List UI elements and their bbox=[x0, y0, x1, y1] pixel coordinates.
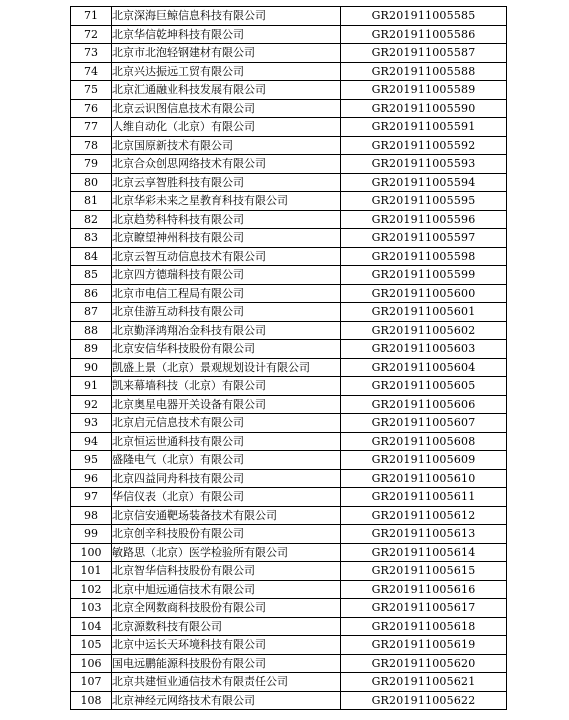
company-name-cell: 北京勤泽鸿翔冶金科技有限公司 bbox=[112, 321, 341, 340]
company-name-cell: 北京云享智胜科技有限公司 bbox=[112, 173, 341, 192]
company-name-cell: 北京深海巨鲸信息科技有限公司 bbox=[112, 7, 341, 26]
table-row bbox=[71, 451, 507, 470]
company-name-cell: 北京启元信息技术有限公司 bbox=[112, 414, 341, 433]
company-name-cell: 北京源数科技有限公司 bbox=[112, 617, 341, 636]
company-name-cell: 北京兴达振远工贸有限公司 bbox=[112, 62, 341, 81]
certificate-code-cell: GR201911005615 bbox=[341, 562, 507, 581]
table-row bbox=[71, 654, 507, 673]
row-number-cell: 103 bbox=[71, 599, 112, 618]
certificate-code-cell: GR201911005604 bbox=[341, 358, 507, 377]
company-name-cell: 北京瞭望神州科技有限公司 bbox=[112, 229, 341, 248]
certificate-code-cell: GR201911005609 bbox=[341, 451, 507, 470]
certificate-code-cell: GR201911005621 bbox=[341, 673, 507, 692]
row-number-cell: 89 bbox=[71, 340, 112, 359]
row-number-cell: 94 bbox=[71, 432, 112, 451]
certificate-code-cell: GR201911005619 bbox=[341, 636, 507, 655]
company-name-cell: 北京安信华科技股份有限公司 bbox=[112, 340, 341, 359]
table-row bbox=[71, 469, 507, 488]
certificate-code-cell: GR201911005598 bbox=[341, 247, 507, 266]
company-name-cell: 北京国原新技术有限公司 bbox=[112, 136, 341, 155]
certificate-code-cell: GR201911005610 bbox=[341, 469, 507, 488]
table-row bbox=[71, 580, 507, 599]
table-row bbox=[71, 136, 507, 155]
row-number-cell: 88 bbox=[71, 321, 112, 340]
company-name-cell: 北京奥星电器开关设备有限公司 bbox=[112, 395, 341, 414]
row-number-cell: 82 bbox=[71, 210, 112, 229]
company-name-cell: 敏路思（北京）医学检验所有限公司 bbox=[112, 543, 341, 562]
company-name-cell: 凯盛上景（北京）景观规划设计有限公司 bbox=[112, 358, 341, 377]
row-number-cell: 79 bbox=[71, 155, 112, 174]
table-row bbox=[71, 543, 507, 562]
company-name-cell: 北京中旭远通信技术有限公司 bbox=[112, 580, 341, 599]
row-number-cell: 80 bbox=[71, 173, 112, 192]
certificate-code-cell: GR201911005589 bbox=[341, 81, 507, 100]
company-name-cell: 北京全网数商科技股份有限公司 bbox=[112, 599, 341, 618]
company-name-cell: 华信仪表（北京）有限公司 bbox=[112, 488, 341, 507]
certificate-code-cell: GR201911005597 bbox=[341, 229, 507, 248]
certificate-code-cell: GR201911005618 bbox=[341, 617, 507, 636]
row-number-cell: 84 bbox=[71, 247, 112, 266]
row-number-cell: 83 bbox=[71, 229, 112, 248]
company-name-cell: 北京汇通融业科技发展有限公司 bbox=[112, 81, 341, 100]
table-row bbox=[71, 247, 507, 266]
company-name-cell: 国电远鹏能源科技股份有限公司 bbox=[112, 654, 341, 673]
certificate-code-cell: GR201911005622 bbox=[341, 691, 507, 710]
company-name-cell: 北京神经元网络技术有限公司 bbox=[112, 691, 341, 710]
company-name-cell: 北京四益同舟科技有限公司 bbox=[112, 469, 341, 488]
row-number-cell: 72 bbox=[71, 25, 112, 44]
row-number-cell: 73 bbox=[71, 44, 112, 63]
table-row bbox=[71, 340, 507, 359]
table-row bbox=[71, 303, 507, 322]
row-number-cell: 100 bbox=[71, 543, 112, 562]
company-name-cell: 凯来幕墙科技（北京）有限公司 bbox=[112, 377, 341, 396]
table-row bbox=[71, 7, 507, 26]
row-number-cell: 78 bbox=[71, 136, 112, 155]
certificate-code-cell: GR201911005611 bbox=[341, 488, 507, 507]
certificate-code-cell: GR201911005588 bbox=[341, 62, 507, 81]
company-name-cell: 北京云智互动信息技术有限公司 bbox=[112, 247, 341, 266]
row-number-cell: 95 bbox=[71, 451, 112, 470]
row-number-cell: 77 bbox=[71, 118, 112, 137]
certificate-code-cell: GR201911005592 bbox=[341, 136, 507, 155]
table-row bbox=[71, 673, 507, 692]
certificate-code-cell: GR201911005596 bbox=[341, 210, 507, 229]
table-row bbox=[71, 691, 507, 710]
row-number-cell: 107 bbox=[71, 673, 112, 692]
certificate-code-cell: GR201911005600 bbox=[341, 284, 507, 303]
row-number-cell: 102 bbox=[71, 580, 112, 599]
table-row bbox=[71, 173, 507, 192]
certificate-code-cell: GR201911005591 bbox=[341, 118, 507, 137]
table-row bbox=[71, 358, 507, 377]
table-row bbox=[71, 432, 507, 451]
certificate-code-cell: GR201911005590 bbox=[341, 99, 507, 118]
certificate-code-cell: GR201911005606 bbox=[341, 395, 507, 414]
row-number-cell: 75 bbox=[71, 81, 112, 100]
company-name-cell: 盛隆电气（北京）有限公司 bbox=[112, 451, 341, 470]
table-row bbox=[71, 81, 507, 100]
row-number-cell: 105 bbox=[71, 636, 112, 655]
row-number-cell: 106 bbox=[71, 654, 112, 673]
certificate-code-cell: GR201911005593 bbox=[341, 155, 507, 174]
row-number-cell: 93 bbox=[71, 414, 112, 433]
row-number-cell: 92 bbox=[71, 395, 112, 414]
certificate-code-cell: GR201911005616 bbox=[341, 580, 507, 599]
company-name-cell: 北京中运长天环境科技有限公司 bbox=[112, 636, 341, 655]
certificate-code-cell: GR201911005603 bbox=[341, 340, 507, 359]
certificate-code-cell: GR201911005614 bbox=[341, 543, 507, 562]
table-row bbox=[71, 636, 507, 655]
company-name-cell: 北京市电信工程局有限公司 bbox=[112, 284, 341, 303]
certificate-code-cell: GR201911005617 bbox=[341, 599, 507, 618]
row-number-cell: 98 bbox=[71, 506, 112, 525]
row-number-cell: 104 bbox=[71, 617, 112, 636]
row-number-cell: 81 bbox=[71, 192, 112, 211]
certificate-code-cell: GR201911005585 bbox=[341, 7, 507, 26]
table-row bbox=[71, 210, 507, 229]
row-number-cell: 87 bbox=[71, 303, 112, 322]
row-number-cell: 90 bbox=[71, 358, 112, 377]
table-row bbox=[71, 155, 507, 174]
table-row bbox=[71, 62, 507, 81]
company-name-cell: 北京云识图信息技术有限公司 bbox=[112, 99, 341, 118]
table-row bbox=[71, 284, 507, 303]
table-row bbox=[71, 395, 507, 414]
row-number-cell: 108 bbox=[71, 691, 112, 710]
table-row bbox=[71, 599, 507, 618]
certificate-code-cell: GR201911005587 bbox=[341, 44, 507, 63]
row-number-cell: 97 bbox=[71, 488, 112, 507]
company-name-cell: 北京合众创思网络技术有限公司 bbox=[112, 155, 341, 174]
table-row bbox=[71, 506, 507, 525]
company-name-cell: 北京共建恒业通信技术有限责任公司 bbox=[112, 673, 341, 692]
company-name-cell: 北京华信乾坤科技有限公司 bbox=[112, 25, 341, 44]
company-name-cell: 北京创辛科技股份有限公司 bbox=[112, 525, 341, 544]
row-number-cell: 96 bbox=[71, 469, 112, 488]
company-name-cell: 北京趋势科特科技有限公司 bbox=[112, 210, 341, 229]
row-number-cell: 99 bbox=[71, 525, 112, 544]
certificate-code-cell: GR201911005595 bbox=[341, 192, 507, 211]
table-row bbox=[71, 562, 507, 581]
row-number-cell: 101 bbox=[71, 562, 112, 581]
company-name-cell: 北京智华信科技股份有限公司 bbox=[112, 562, 341, 581]
certificate-code-cell: GR201911005599 bbox=[341, 266, 507, 285]
certificate-code-cell: GR201911005608 bbox=[341, 432, 507, 451]
certificate-code-cell: GR201911005586 bbox=[341, 25, 507, 44]
table-row bbox=[71, 414, 507, 433]
certificate-code-cell: GR201911005612 bbox=[341, 506, 507, 525]
company-name-cell: 北京市北泡轻钢建材有限公司 bbox=[112, 44, 341, 63]
company-name-cell: 北京四方德瑞科技有限公司 bbox=[112, 266, 341, 285]
table-row bbox=[71, 118, 507, 137]
table-row bbox=[71, 525, 507, 544]
certificate-code-cell: GR201911005620 bbox=[341, 654, 507, 673]
table-row bbox=[71, 229, 507, 248]
table-row bbox=[71, 192, 507, 211]
document-page bbox=[70, 6, 506, 710]
table-row bbox=[71, 266, 507, 285]
table-row bbox=[71, 99, 507, 118]
row-number-cell: 86 bbox=[71, 284, 112, 303]
table-row bbox=[71, 488, 507, 507]
table-row bbox=[71, 321, 507, 340]
table-row bbox=[71, 377, 507, 396]
certificate-code-cell: GR201911005602 bbox=[341, 321, 507, 340]
table-row bbox=[71, 617, 507, 636]
certificate-code-cell: GR201911005594 bbox=[341, 173, 507, 192]
table-row bbox=[71, 44, 507, 63]
company-name-cell: 人维自动化（北京）有限公司 bbox=[112, 118, 341, 137]
row-number-cell: 85 bbox=[71, 266, 112, 285]
certificate-code-cell: GR201911005605 bbox=[341, 377, 507, 396]
company-name-cell: 北京佳游互动科技有限公司 bbox=[112, 303, 341, 322]
certificate-code-cell: GR201911005607 bbox=[341, 414, 507, 433]
row-number-cell: 74 bbox=[71, 62, 112, 81]
row-number-cell: 76 bbox=[71, 99, 112, 118]
company-name-cell: 北京恒运世通科技有限公司 bbox=[112, 432, 341, 451]
row-number-cell: 71 bbox=[71, 7, 112, 26]
certificate-code-cell: GR201911005613 bbox=[341, 525, 507, 544]
company-list-table bbox=[70, 6, 507, 710]
company-name-cell: 北京华彩未来之星教育科技有限公司 bbox=[112, 192, 341, 211]
table-body bbox=[71, 7, 507, 710]
table-row bbox=[71, 25, 507, 44]
row-number-cell: 91 bbox=[71, 377, 112, 396]
certificate-code-cell: GR201911005601 bbox=[341, 303, 507, 322]
company-name-cell: 北京信安通靶场装备技术有限公司 bbox=[112, 506, 341, 525]
